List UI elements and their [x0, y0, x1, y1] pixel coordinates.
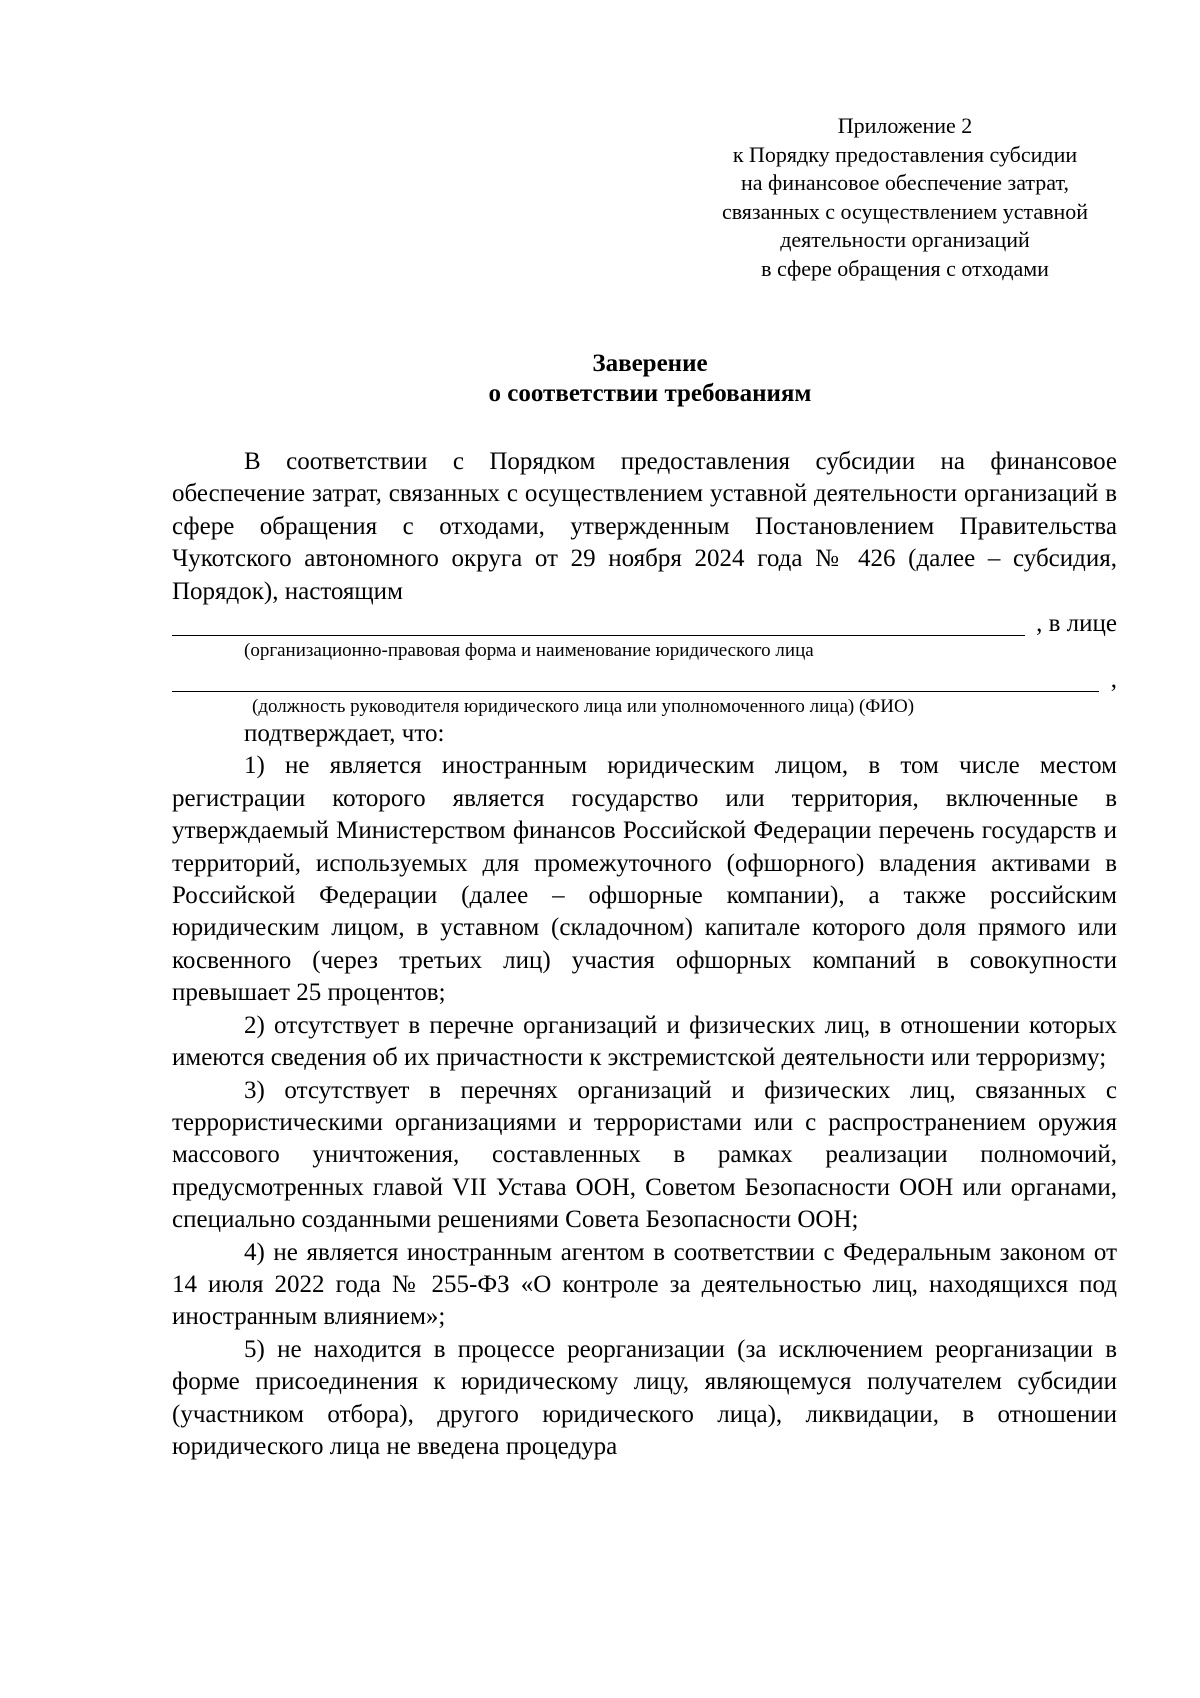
requirement-item-1: 1) не является иностранным юридическим лицом, в том числе местом регистрации которого является государство или территория, включенные в утверждаемый Министерством финансов Российской Федерации перечень государств и территорий, используемых для промежуточного (офшорного) владения активами в Российской Федерации (далее – офшорные компании), а также российским юридическим лицом, в уставном (складочном) капитале которого доля прямого или косвенного (через третьих лиц) участия офшорных компаний в совокупности превышает 25 процентов;	[172, 752, 1117, 1007]
confirms-label: подтверждает, что:	[244, 720, 445, 748]
org-name-caption: (организационно-правовая форма и наименование юридического лица	[244, 640, 814, 662]
appendix-line: к Порядку предоставления субсидии	[732, 141, 1078, 167]
person-caption: (должность руководителя юридического лица или уполномоченного лица) (ФИО)	[252, 696, 915, 718]
person-field-tail: ,	[1110, 665, 1117, 693]
title-line-2: о соответствии требованиям	[488, 380, 812, 407]
appendix-reference	[690, 112, 1120, 284]
org-name-field-tail: , в лице	[1036, 609, 1117, 637]
appendix-line: в сфере обращения с отходами	[761, 255, 1049, 281]
requirement-item-3: 3) отсутствует в перечнях организаций и физических лиц, связанных с террористическими организациями и террористами или с распространением оружия массового уничтожения, составленных в рамках реализации полномочий, предусмотренных главой VII Устава ООН, Советом Безопасности ООН или органами, специально созданными решениями Совета Безопасности ООН;	[172, 1076, 1117, 1234]
requirement-item-2: 2) отсутствует в перечне организаций и физических лиц, в отношении которых имеются сведения об их причастности к экстремистской деятельности или терроризму;	[172, 1011, 1117, 1072]
intro-paragraph: В соответствии с Порядком предоставления субсидии на финансовое обеспечение затрат, связанных с осуществлением уставной деятельности организаций в сфере обращения с отходами, утвержденным Постановлением Правительства Чукотского автономного округа от 29 ноября 2024 года № 426 (далее – субсидия, Порядок), настоящим	[172, 448, 1117, 605]
appendix-line: связанных с осуществлением уставной	[721, 198, 1089, 224]
requirement-item-4: 4) не является иностранным агентом в соответствии с Федеральным законом от 14 июля 2022 года № 255-ФЗ «О контроле за деятельностью лиц, находящихся под иностранным влиянием»;	[172, 1238, 1117, 1331]
org-name-field-row	[172, 610, 1117, 640]
document-body	[172, 446, 1117, 1463]
appendix-line: деятельности организаций	[780, 227, 1030, 253]
appendix-line: на финансовое обеспечение затрат,	[741, 170, 1069, 196]
document-title	[0, 349, 1200, 409]
title-line-1: Заверение	[592, 350, 708, 377]
requirement-item-5: 5) не находится в процессе реорганизации (за исключением реорганизации в форме присоединения к юридическому лицу, являющемуся получателем субсидии (участником отбора), другого юридического лица), ликвидации, в отношении юридического лица не введена процедура	[172, 1335, 1117, 1460]
person-blank-line	[172, 691, 1099, 692]
org-name-blank-line	[172, 635, 1025, 636]
person-field-row	[172, 666, 1117, 696]
appendix-line: Приложение 2	[837, 113, 973, 138]
